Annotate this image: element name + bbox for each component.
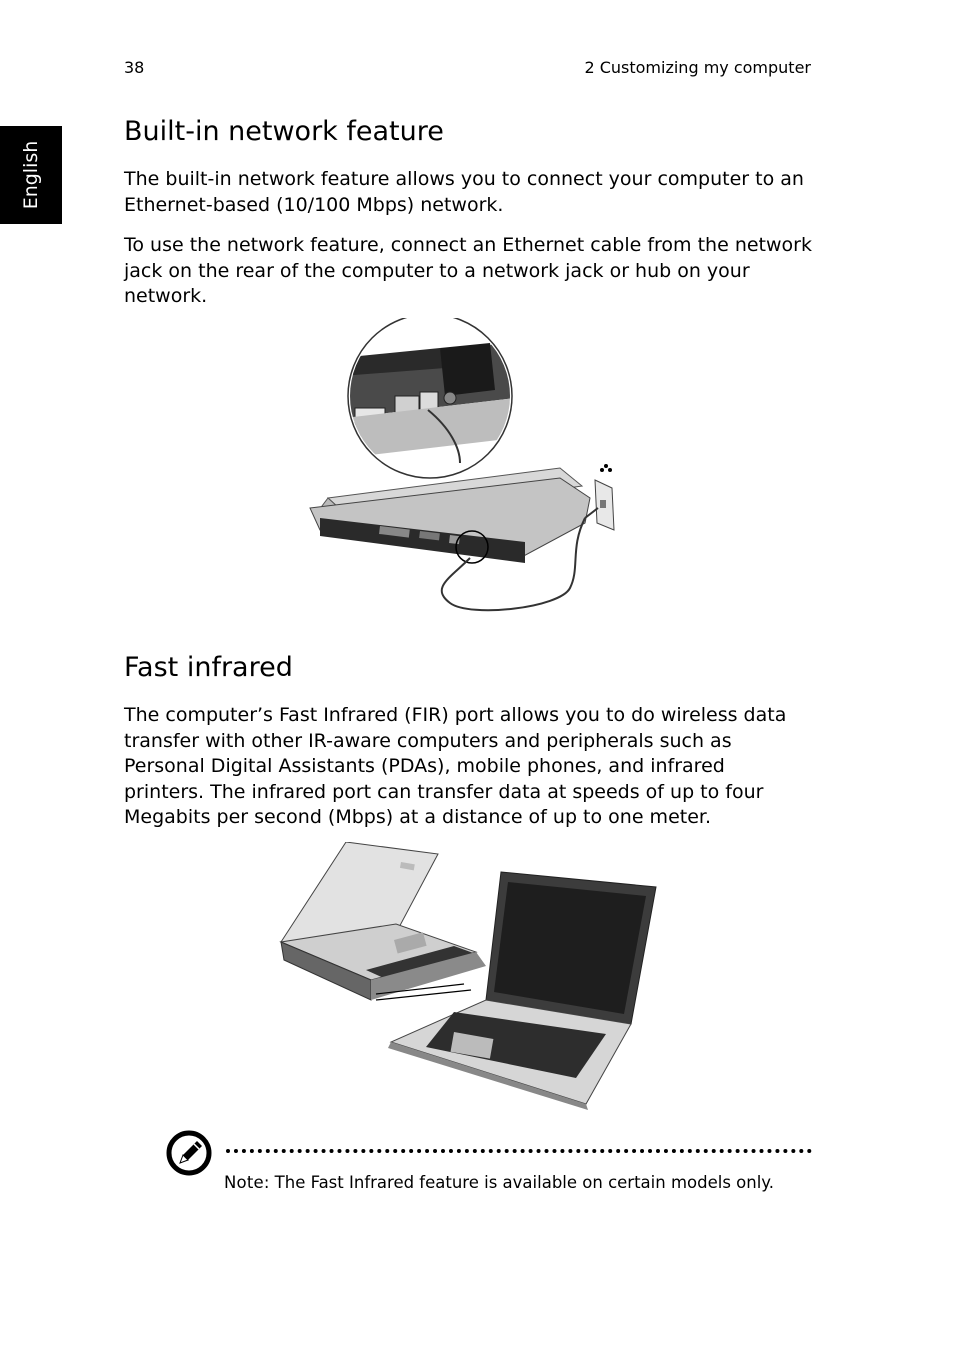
network-figure bbox=[300, 318, 640, 618]
section-title-infrared: Fast infrared bbox=[124, 652, 293, 683]
header-chapter-title: 2 Customizing my computer bbox=[584, 58, 811, 77]
note-text: : The Fast Infrared feature is available on certain models only. bbox=[263, 1173, 774, 1192]
infrared-paragraph-1: The computer’s Fast Infrared (FIR) port allows you to do wireless data transfer with other IR-aware computers and peripherals such as Personal Digital Assistants (PDAs), mobile phones, and infrared printers. The infrared port can transfer data at speeds of up to four Megabits per second (Mbps) at a distance of up to one meter. bbox=[124, 704, 787, 828]
infrared-figure bbox=[276, 842, 660, 1110]
note-divider bbox=[226, 1149, 812, 1153]
note bbox=[224, 1173, 774, 1192]
pencil-note-icon bbox=[166, 1130, 212, 1176]
network-paragraph-1: The built-in network feature allows you to connect your computer to an Ethernet-based (10/100 Mbps) network. bbox=[124, 168, 804, 216]
section-title-network: Built-in network feature bbox=[124, 116, 444, 147]
header-page-number: 38 bbox=[124, 58, 145, 77]
network-paragraph-2: To use the network feature, connect an Ethernet cable from the network jack on the rear of the computer to a network jack or hub on your network. bbox=[124, 234, 812, 307]
language-tab-label: English bbox=[20, 140, 42, 210]
note-label: Note bbox=[224, 1173, 264, 1192]
language-tab bbox=[0, 126, 62, 224]
